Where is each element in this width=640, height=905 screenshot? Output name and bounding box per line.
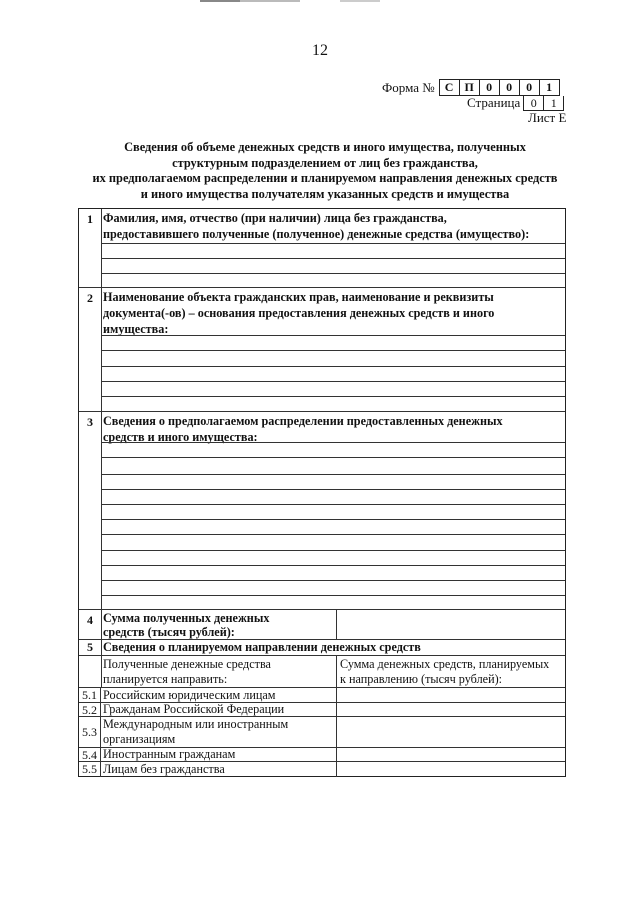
title-line: и иного имущества получателям указанных средств и имущества	[140, 186, 510, 201]
section-heading	[103, 210, 561, 242]
page-indicator	[467, 95, 564, 111]
blank-entry-line[interactable]	[102, 489, 565, 490]
label-line: организациям	[103, 732, 176, 746]
column-divider	[336, 656, 337, 687]
row-number: 5.4	[82, 748, 97, 762]
label-line: Международным или иностранным	[103, 717, 289, 731]
column-divider	[100, 717, 101, 747]
column-divider	[100, 762, 101, 777]
column-divider	[336, 703, 337, 716]
form-code-cells	[439, 79, 560, 96]
column-divider	[336, 748, 337, 761]
section-heading	[103, 413, 561, 445]
form-code-cell: П	[459, 80, 479, 95]
amount-field[interactable]	[339, 717, 565, 747]
distribution-row	[79, 747, 565, 761]
blank-entry-line[interactable]	[102, 534, 565, 535]
amount-field[interactable]	[339, 703, 565, 716]
column-divider	[101, 209, 102, 288]
heading-line: предоставившего полученные (полученное) денежные средства (имущество):	[103, 227, 530, 241]
blank-entry-line[interactable]	[102, 442, 565, 443]
form-code-cell: 0	[479, 80, 499, 95]
form-code-cell: С	[444, 80, 454, 94]
header-line: к направлению (тысяч рублей):	[340, 672, 503, 686]
section-5-column-headers	[79, 655, 565, 687]
column-divider	[101, 656, 102, 687]
distribution-row	[79, 702, 565, 716]
blank-entry-line[interactable]	[102, 381, 565, 382]
heading-line: Сумма полученных денежных	[103, 611, 270, 625]
recipient-label: Иностранным гражданам	[103, 747, 236, 761]
form-number	[382, 79, 560, 96]
recipient-label: Российским юридическим лицам	[103, 688, 276, 702]
blank-entry-line[interactable]	[102, 457, 565, 458]
column-divider	[100, 703, 101, 716]
row-number: 5.2	[82, 703, 97, 717]
form-code-cell: 1	[539, 80, 559, 95]
section-number: 3	[87, 415, 93, 429]
page-number: 12	[312, 42, 328, 59]
blank-entry-line[interactable]	[102, 396, 565, 397]
blank-entry-line[interactable]	[102, 366, 565, 367]
recipient-label: Лицам без гражданства	[103, 762, 225, 776]
blank-entry-line[interactable]	[102, 519, 565, 520]
title-line: их предполагаемом распределении и планируемом направления денежных средств	[92, 171, 558, 185]
blank-entry-line[interactable]	[102, 350, 565, 351]
column-header-amount	[340, 657, 549, 687]
section-2	[79, 287, 565, 411]
form-code-cell: 0	[519, 80, 539, 95]
blank-entry-line[interactable]	[102, 504, 565, 505]
row-number: 5.1	[82, 688, 97, 702]
row-number: 5.3	[82, 725, 97, 739]
column-divider	[336, 610, 337, 639]
section-number: 5	[87, 640, 93, 654]
amount-field[interactable]	[339, 688, 565, 702]
section-number: 2	[87, 291, 93, 305]
column-divider	[100, 748, 101, 761]
section-number: 4	[87, 613, 93, 627]
section-3	[79, 411, 565, 609]
header-line: Полученные денежные средства	[103, 657, 271, 671]
heading-line: документа(-ов) – основания предоставления денежных средств и иного	[103, 306, 495, 320]
recipient-label	[103, 717, 288, 747]
blank-entry-line[interactable]	[102, 335, 565, 336]
amount-field[interactable]	[339, 748, 565, 761]
distribution-row	[79, 716, 565, 747]
section-heading: Сведения о планируемом направлении денежных средств	[103, 640, 421, 654]
heading-line: средств (тысяч рублей):	[103, 625, 235, 639]
column-divider	[101, 610, 102, 639]
section-number: 1	[87, 212, 93, 226]
blank-entry-line[interactable]	[102, 550, 565, 551]
column-divider	[336, 717, 337, 747]
form-code-cell: 0	[499, 80, 519, 95]
heading-line: средств и иного имущества:	[103, 430, 258, 444]
header-line: Сумма денежных средств, планируемых	[340, 657, 550, 671]
page-code-cell: 1	[543, 96, 563, 110]
section-4	[79, 609, 565, 639]
form-label: Форма №	[382, 79, 435, 95]
blank-entry-line[interactable]	[102, 474, 565, 475]
page-label: Страница	[467, 95, 521, 110]
heading-line: Фамилия, имя, отчество (при наличии) лица без гражданства,	[103, 211, 447, 225]
heading-line: Сведения о предполагаемом распределении предоставленных денежных	[103, 414, 503, 428]
section-5	[79, 639, 565, 655]
blank-entry-line[interactable]	[102, 565, 565, 566]
title-line: структурным подразделением от лиц без гражданства,	[172, 155, 478, 170]
title-line: Сведения об объеме денежных средств и иного имущества, полученных	[124, 140, 526, 154]
page-code-cell: 0	[530, 95, 537, 110]
section-1	[79, 209, 565, 288]
header-line: планируется направить:	[103, 672, 228, 686]
recipient-label: Гражданам Российской Федерации	[103, 702, 285, 716]
column-divider	[100, 688, 101, 702]
row-number: 5.5	[82, 762, 97, 776]
column-header-recipients	[103, 657, 271, 687]
form-table	[78, 208, 566, 777]
section-heading	[103, 289, 561, 337]
document-title	[60, 140, 590, 202]
blank-entry-line[interactable]	[102, 580, 565, 581]
blank-entry-line[interactable]	[102, 243, 565, 244]
heading-line: Наименование объекта гражданских прав, наименование и реквизиты	[103, 290, 494, 304]
page-code-cells	[523, 96, 564, 111]
amount-field[interactable]	[339, 762, 565, 777]
column-divider	[101, 640, 102, 655]
blank-entry-line[interactable]	[102, 273, 565, 274]
blank-entry-line[interactable]	[102, 595, 565, 596]
blank-entry-line[interactable]	[102, 258, 565, 259]
heading-line: имущества:	[103, 322, 169, 336]
column-divider	[336, 762, 337, 777]
distribution-row	[79, 761, 565, 777]
distribution-row	[79, 687, 565, 702]
sheet-label: Лист Е	[528, 110, 567, 125]
scan-artifact	[0, 0, 640, 3]
received-amount-field[interactable]	[339, 610, 565, 639]
column-divider	[336, 688, 337, 702]
